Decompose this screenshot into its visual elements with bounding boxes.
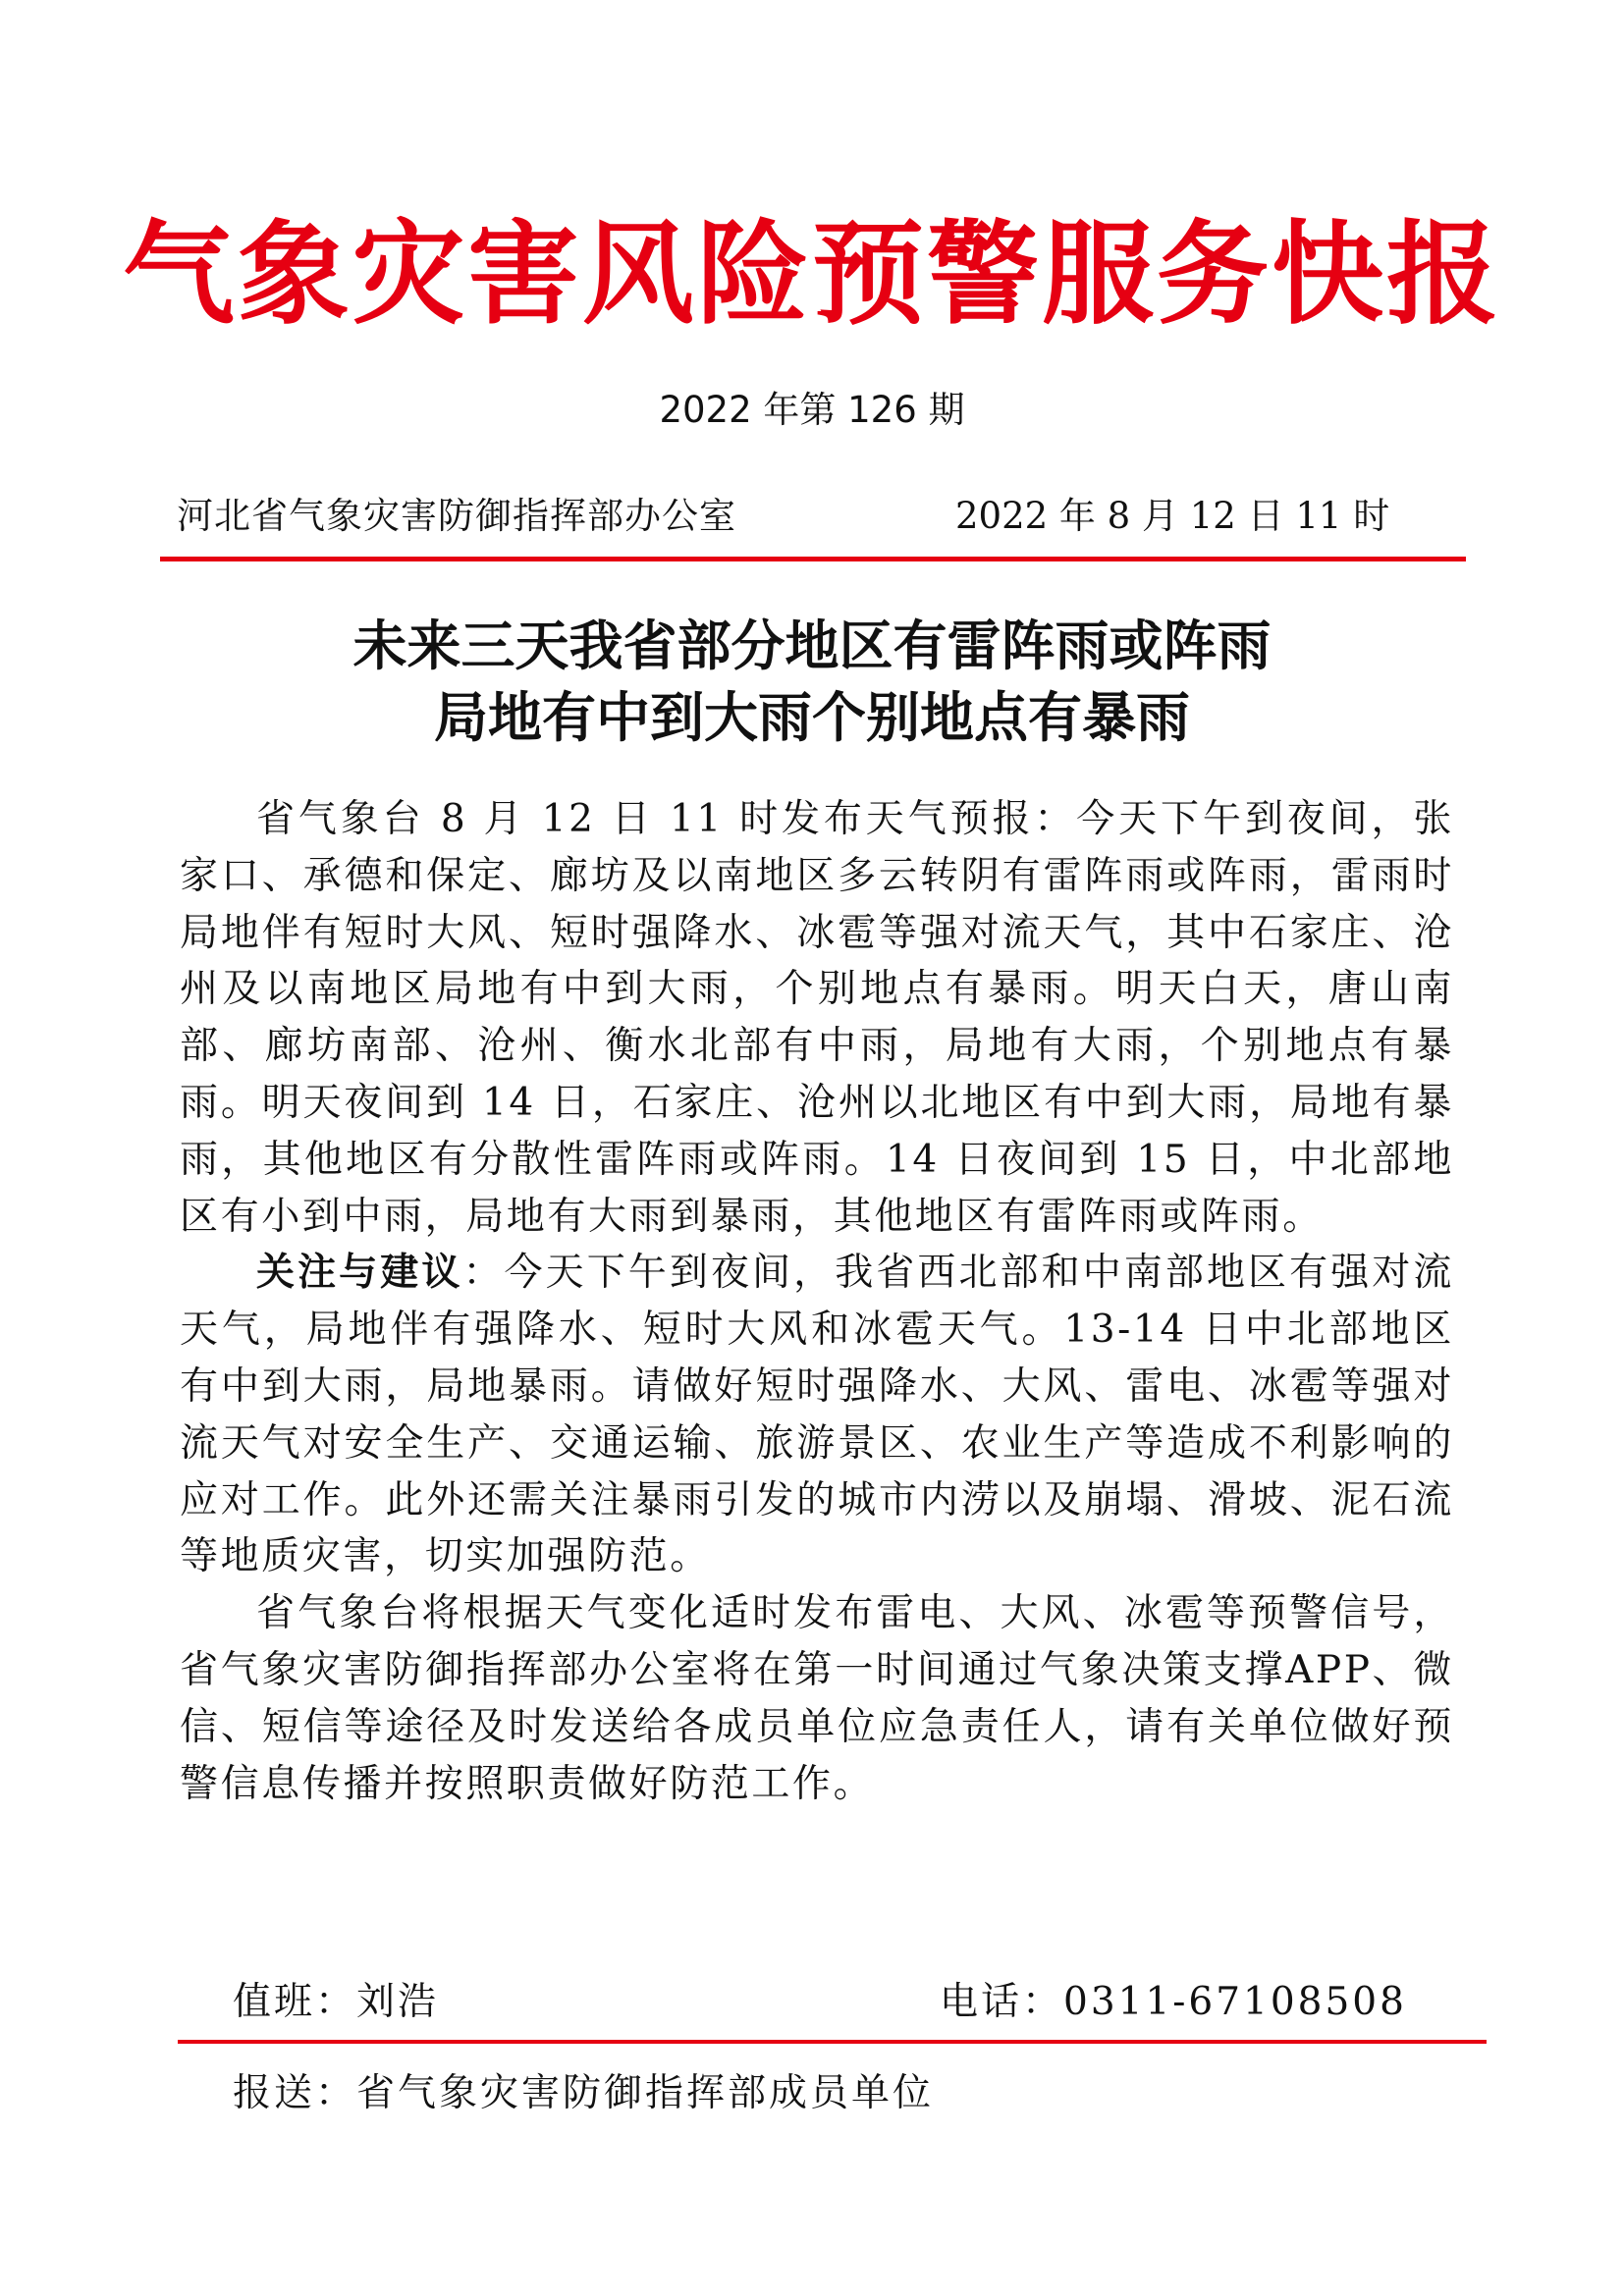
advice-paragraph (180, 1245, 1454, 1585)
masthead-title: 气象灾害风险预警服务快报 (122, 209, 1501, 340)
warning-service-paragraph: 省气象台将根据天气变化适时发布雷电、大风、冰雹等预警信号，省气象灾害防御指挥部办公室将在第一时间通过气象决策支撑APP、微信、短信等途径及时发送给各成员单位应急责任人，请有关单位做好预警信息传播并按照职责做好防范工作。 (180, 1591, 1454, 1806)
headline-line-2: 局地有中到大雨个别地点有暴雨 (433, 686, 1190, 749)
issuer-name: 河北省气象灾害防御指挥部办公室 (177, 495, 736, 537)
forecast-paragraph: 省气象台 8 月 12 日 11 时发布天气预报：今天下午到夜间，张家口、承德和保定、廊坊及以南地区多云转阴有雷阵雨或阵雨，雷雨时局地伴有短时大风、短时强降水、冰雹等强对流天气，其中石家庄、沧州及以南地区局地有中到大雨，个别地点有暴雨。明天白天，唐山南部、廊坊南部、沧州、衡水北部有中雨，局地有大雨，个别地点有暴雨。明天夜间到 14 日，石家庄、沧州以北地区有中到大雨，局地有暴雨，其他地区有分散性雷阵雨或阵雨。14 日夜间到 15 日，中北部地区有小到中雨，局地有大雨到暴雨，其他地区有雷阵雨或阵雨。 (180, 797, 1454, 1239)
advice-text: ：今天下午到夜间，我省西北部和中南部地区有强对流天气，局地伴有强降水、短时大风和冰雹天气。13-14 日中北部地区有中到大雨，局地暴雨。请做好短时强降水、大风、雷电、冰雹等强对流天气对安全生产、交通运输、旅游景区、农业生产等造成不利影响的应对工作。此外还需关注暴雨引发的城市内涝以及崩塌、滑坡、泥石流等地质灾害，切实加强防范。 (180, 1251, 1454, 1579)
header-divider (160, 557, 1466, 561)
duty-contact-row (233, 1973, 1460, 2032)
distribution-list: 报送：省气象灾害防御指挥部成员单位 (233, 2071, 935, 2115)
document-body (180, 791, 1454, 1812)
duty-officer: 值班：刘浩 (233, 1980, 440, 2024)
contact-phone: 电话：0311-67108508 (940, 1980, 1407, 2024)
footer-divider (178, 2040, 1487, 2044)
advice-label: 关注与建议 (256, 1251, 463, 1296)
headline-line-1: 未来三天我省部分地区有雷阵雨或阵雨 (352, 614, 1272, 677)
issuer-date-row (177, 487, 1453, 546)
issue-date: 2022 年 8 月 12 日 11 时 (955, 495, 1390, 537)
issue-number: 2022 年第 126 期 (659, 389, 965, 431)
